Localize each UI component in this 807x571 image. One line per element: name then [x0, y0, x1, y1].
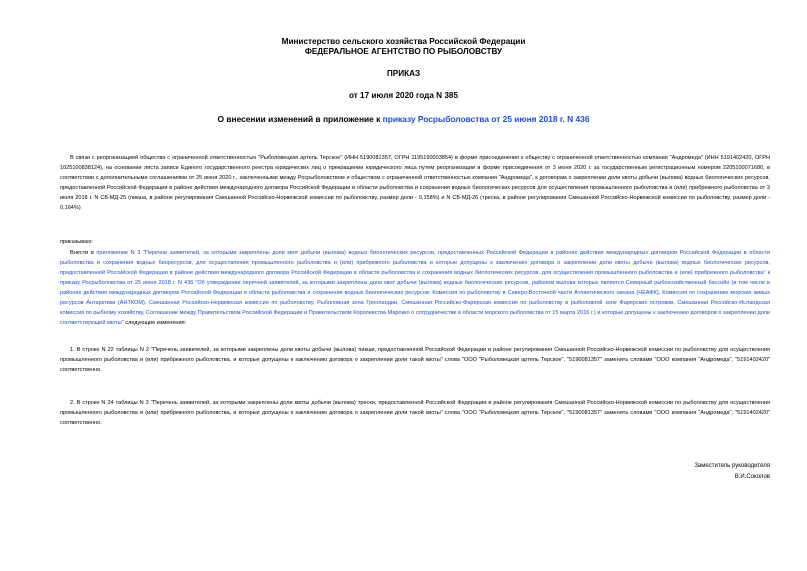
item-2-paragraph [60, 398, 770, 428]
preamble-paragraph [60, 153, 770, 213]
appendix-link[interactable]: приложение N 3 "Перечни заявителей, за которыми закреплены доли квот добычи (вылова) водных биологических ресурсов, предоставленных Российской Федерации в районах действия международных договоров Российской Федерации в области рыболовства и сохранения водных биоресурсов, для осуществления промышленного рыболовства и (или) прибрежного рыболовства и которые допущены к заключению договора о закреплении доли квоты добычи (вылова) водных биологических ресурсов, предоставленной Российской Федерации в районе действия международного договора Российской Федерации в области рыболовства и сохранения водных биологических ресурсов, для осуществления промышленного рыболовства и (или) прибрежного рыболовства" к приказу Росрыболовства от 25 июня 2018 г. N 436 "Об утверждении перечней заявителей, за которыми закреплены доли квот добычи (вылова) водных биологических ресурсов, районом вылова которых является Северный рыбохозяйственный бассейн (в том числе в районах действия международных договоров Российской Федерации в области рыболовства и сохранения водных биологических ресурсов: Комиссия по рыболовству в Северо-Восточной части Атлантического океана (НЕАФК), Комиссия по сохранению морских живых ресурсов Антарктики (АНТКОМ), Смешанная Российско-Норвежская комиссия по рыболовству, Рыболовная зона Гренландии, Смешанная Российско-Фарерская комиссия по рыболовству в рыболовной зоне Фарерских островов, Смешанная Российско-Исландская комиссия по рыбному хозяйству, Соглашение между Правительством Российской Федерации и Правительством Королевства Марокко о сотрудничестве в области морского рыболовства от 15 марта 2016 г.) и которые допущены к заключению договоров о закреплении доли соответствующей квоты" [60, 250, 770, 326]
instruction-suffix: следующие изменения: [123, 320, 187, 326]
document-date-number: от 17 июля 2020 года N 385 [348, 91, 459, 100]
item-1-paragraph [60, 345, 770, 375]
title-order-link[interactable]: приказу Росрыболовства от 25 июня 2018 г. N 436 [382, 114, 590, 124]
item-2-text: 2. В строке N 24 таблицы N 3 "Перечень заявителей, за которыми закреплены доли квоты добычи (вылова) трески, предоставленной Российской Федерации в районе регулирования Смешанной Российско-Норвежской комиссии по рыболовству для осуществления промышленного рыболовства и (или) прибрежного рыболовства, и которые допущены к заключению договора о закреплении доли такой квоты" слова "ООО "Рыболовецкая артель Терское", "5190081357" заменить словами "ООО компания "Андромеда", "5191402420" соответственно. [60, 400, 770, 426]
agency-name: ФЕДЕРАЛЬНОЕ АГЕНТСТВО ПО РЫБОЛОВСТВУ [304, 47, 503, 56]
document-type: ПРИКАЗ [386, 69, 421, 78]
item-1-text: 1. В строке N 22 таблицы N 2 "Перечень заявителей, за которыми закреплены доли квоты добычи (вылова) пикши, предоставленной Российской Федерации в районе регулирования Смешанной Российско-Норвежской комиссии по рыболовству для осуществления промышленного рыболовства и (или) прибрежного рыболовства, и которые допущены к заключению договора о закреплении доли такой квоты" слова "ООО "Рыболовецкая артель Терское", "5190081357" заменить словами "ООО компания "Андромеда", "5191402420" соответственно. [60, 347, 770, 373]
preamble-text: В связи с реорганизацией общества с ограниченной ответственностью "Рыболовецкая артель Терское" (ИНН 5190081357, ОГРН 1195190003854) в форме присоединения к обществу с ограниченной ответственностью компания "Андромеда" (ИНН 5191402420, ОГРН 1025100838124), на основании листа записи Единого государственного реестра юридических лиц о прекращении юридического лица путем реорганизации в форме присоединения от 3 июня 2020 г. за государственным регистрационным номером 2205100071680, в соответствии с дополнительными соглашениями от 25 июня 2020 г., заключенными между Росрыболовством и обществом с ограниченной ответственностью компания "Андромеда", к договорам о закреплении доли квоты добычи (вылова) водных биологических ресурсов, предоставленной Российской Федерации в районе действия международного договора Российской Федерации в области рыболовства и сохранения водных биологических ресурсов для осуществления промышленного рыболовства и (или) прибрежного рыболовства от 3 июля 2018 г. N СБ-МД-25 (пикша, в районе регулирования Смешанной Российско-Норвежской комиссии по рыболовству, размер доли - 0,158%) и N СБ-МД-26 (треска, в районе регулирования Смешанной Российско-Норвежской комиссии по рыболовству, размер доли - 0,164%) [60, 155, 770, 211]
signature-name: В.И.Соколов [734, 474, 770, 480]
signature-position: Заместитель руководителя [694, 463, 770, 469]
instruction-prefix: Внести в [70, 250, 97, 256]
document-title [0, 114, 807, 124]
ministry-name: Министерство сельского хозяйства Российской Федерации [281, 37, 526, 46]
order-word: приказываю: [60, 239, 93, 245]
title-prefix: О внесении изменений в приложение к [217, 114, 383, 124]
instruction-paragraph [60, 248, 770, 328]
